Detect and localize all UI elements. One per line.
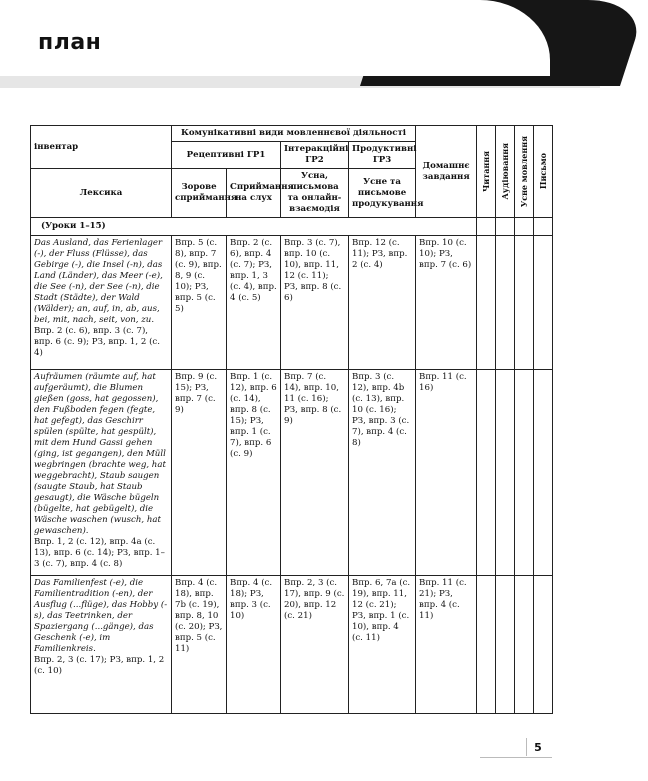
empty-cell — [515, 236, 534, 370]
table-row — [31, 576, 553, 714]
header-row-1 — [31, 126, 553, 142]
aural-cell: Впр. 1 (с. 12), впр. 6 (с. 14), впр. 8 (с. 15); РЗ, впр. 1 (с. 7), впр. 6 (с. 9) — [227, 370, 281, 576]
header-oral — [515, 126, 534, 218]
header-inventory: інвентар — [31, 126, 172, 169]
empty-cell — [515, 370, 534, 576]
header-listening — [496, 126, 515, 218]
interactive-cell: Впр. 7 (с. 14), впр. 10, 11 (с. 16); РЗ, впр. 8 (с. 9) — [281, 370, 349, 576]
header-reading — [477, 126, 496, 218]
productive-cell: Впр. 6, 7а (с. 19), впр. 11, 12 (с. 21); РЗ, впр. 1 (с. 10), впр. 4 (с. 11) — [349, 576, 416, 714]
header-oral-written-production: Усне та письмове продукування — [349, 169, 416, 218]
header-receptive: Рецептивні ГР1 — [172, 142, 281, 169]
header-aural: Сприймання на слух — [227, 169, 281, 218]
empty-cell — [496, 218, 515, 236]
header-activities: Комунікативні види мовленнєвої діяльності — [172, 126, 416, 142]
empty-cell — [534, 370, 553, 576]
header-listening-label: Аудіювання — [499, 143, 510, 200]
productive-cell: Впр. 3 (с. 12), впр. 4b (с. 13), впр. 10 (с. 16); РЗ, впр. 3 (с. 7), впр. 4 (с. 8) — [349, 370, 416, 576]
empty-cell — [477, 370, 496, 576]
lexis-cell — [31, 370, 172, 576]
empty-cell — [534, 236, 553, 370]
visual-cell: Впр. 4 (с. 18), впр. 7b (с. 19), впр. 8, 10 (с. 20); РЗ, впр. 5 (с. 11) — [172, 576, 227, 714]
table-row — [31, 236, 553, 370]
homework-cell: Впр. 11 (с. 21); РЗ, впр. 4 (с. 11) — [416, 576, 477, 714]
header-writing — [534, 126, 553, 218]
lexis-refs: Впр. 2 (с. 6), впр. 3 (с. 7), впр. 6 (с. 9); РЗ, впр. 1, 2 (с. 4) — [34, 326, 160, 358]
lexis-words: Das Familienfest (-e), die Familientradition (-en), der Ausflug (...flüge), das Hobby (-s), das Teetrinken, der Spaziergang (...gänge), das Geschenk (-e), im Familienkreis. — [34, 578, 168, 654]
footer-rule — [480, 757, 552, 758]
empty-cell — [477, 576, 496, 714]
empty-cell — [534, 218, 553, 236]
visual-cell: Впр. 9 (с. 15); РЗ, впр. 7 (с. 9) — [172, 370, 227, 576]
homework-cell: Впр. 11 (с. 16) — [416, 370, 477, 576]
lexis-refs: Впр. 2, 3 (с. 17); РЗ, впр. 1, 2 (с. 10) — [34, 655, 165, 676]
empty-cell — [515, 576, 534, 714]
empty-cell — [515, 218, 534, 236]
homework-cell: Впр. 10 (с. 10); РЗ, впр. 7 (с. 6) — [416, 236, 477, 370]
header-visual: Зорове сприймання — [172, 169, 227, 218]
aural-cell: Впр. 2 (с. 6), впр. 4 (с. 7); РЗ, впр. 1, 3 (с. 4), впр. 4 (с. 5) — [227, 236, 281, 370]
lesson-plan-table — [30, 125, 553, 714]
lexis-words: Aufräumen (räumte auf, hat aufgeräumt), die Blumen gießen (goss, hat gegossen), den Fußboden fegen (fegte, hat gefegt), das Geschirr spülen (spülte, hat gespült), mit dem Hund Gassi gehen (ging, ist gegangen), den Müll wegbringen (brachte weg, hat weggebracht), Staub saugen (saugte Staub, hat Staub gesaugt), die Wäsche bügeln (bügelte, hat gebügelt), die Wäsche waschen (wusch, hat gewaschen). — [34, 372, 166, 536]
header-reading-label: Читання — [480, 151, 491, 192]
interactive-cell: Впр. 3 (с. 7), впр. 10 (с. 10), впр. 11, 12 (с. 11); РЗ, впр. 8 (с. 6) — [281, 236, 349, 370]
page-number: 5 — [526, 738, 549, 756]
header-productive: Продуктивні ГР3 — [349, 142, 416, 169]
empty-cell — [534, 576, 553, 714]
interactive-cell: Впр. 2, 3 (с. 17), впр. 9 (с. 20), впр. 12 (с. 21) — [281, 576, 349, 714]
empty-cell — [496, 370, 515, 576]
lexis-cell — [31, 576, 172, 714]
header-oral-written: Усна, письмова та онлайн-взаємодія — [281, 169, 349, 218]
lessons-row — [31, 218, 553, 236]
header-lexis: Лексика — [31, 169, 172, 218]
lexis-cell — [31, 236, 172, 370]
productive-cell: Впр. 12 (с. 11); РЗ, впр. 2 (с. 4) — [349, 236, 416, 370]
empty-cell — [477, 218, 496, 236]
header-writing-label: Письмо — [537, 153, 548, 190]
header-interactive: Інтеракційні ГР2 — [281, 142, 349, 169]
empty-cell — [496, 576, 515, 714]
table-row — [31, 370, 553, 576]
header-oral-label: Усне мовлення — [518, 135, 529, 208]
lessons-label: (Уроки 1–15) — [31, 218, 477, 236]
header-homework: Домашнє завдання — [416, 126, 477, 218]
empty-cell — [477, 236, 496, 370]
lexis-refs: Впр. 1, 2 (с. 12), впр. 4а (с. 13), впр. 6 (с. 14); РЗ, впр. 1–3 (с. 7), впр. 4 (с. 8) — [34, 537, 165, 569]
aural-cell: Впр. 4 (с. 18); РЗ, впр. 3 (с. 10) — [227, 576, 281, 714]
empty-cell — [496, 236, 515, 370]
visual-cell: Впр. 5 (с. 8), впр. 7 (с. 9), впр. 8, 9 (с. 10); РЗ, впр. 5 (с. 5) — [172, 236, 227, 370]
page-title: план — [38, 30, 102, 55]
lexis-words: Das Ausland, das Ferienlager (-), der Fluss (Flüsse), das Gebirge (-), die Insel (-n), das Land (Länder), das Meer (-e), die See (-n), der See (-n), die Stadt (Städte), der Wald (Wälder); an, auf, in, ab, aus, bei, mit, nach, seit, von, zu. — [34, 238, 163, 325]
